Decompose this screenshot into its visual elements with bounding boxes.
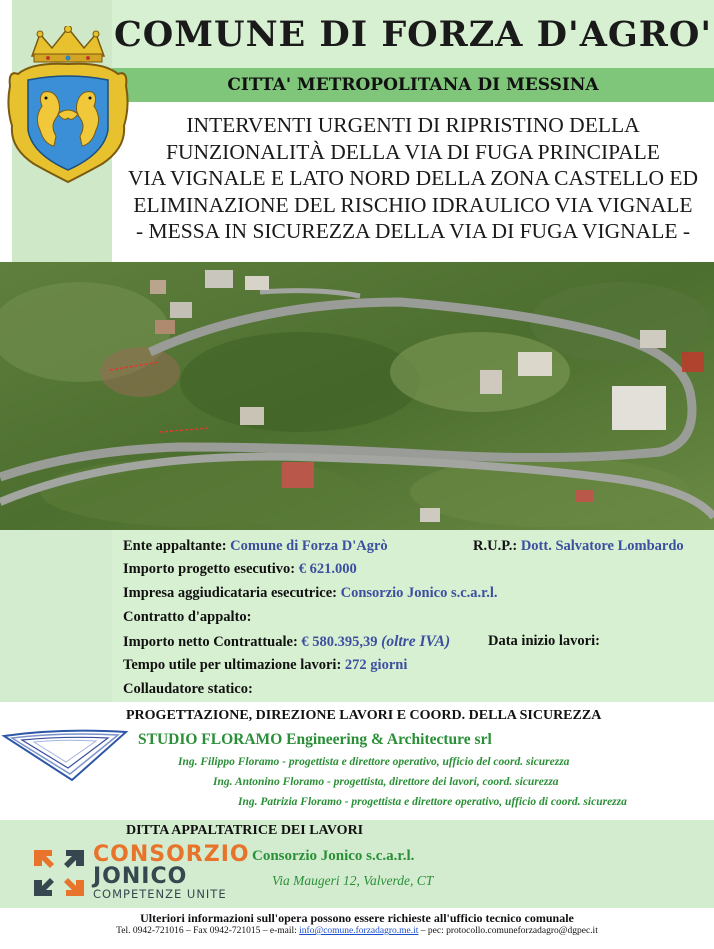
impresa-value: Consorzio Jonico s.c.a.r.l. bbox=[340, 585, 498, 601]
consorzio-arrows-icon bbox=[30, 844, 88, 902]
tempo-value: 272 giorni bbox=[344, 657, 408, 673]
importo-progetto-label: Importo progetto esecutivo: bbox=[123, 561, 296, 577]
data-inizio-row bbox=[488, 633, 600, 650]
engineer-line: Ing. Antonino Floramo - progettista, direttore dei lavori, coord. sicurezza bbox=[213, 776, 559, 788]
intro-line: VIA VIGNALE E LATO NORD DELLA ZONA CASTELLO ED bbox=[127, 166, 699, 190]
project-description bbox=[112, 112, 714, 245]
impresa-row bbox=[123, 585, 498, 602]
importo-netto-label: Importo netto Contrattuale: bbox=[123, 634, 298, 650]
data-inizio-label: Data inizio lavori: bbox=[488, 633, 600, 649]
engineer-line: Ing. Filippo Floramo - progettista e direttore operativo, ufficio del coord. sicurezza bbox=[178, 756, 570, 768]
intro-line: - MESSA IN SICUREZZA DELLA VIA DI FUGA VIGNALE - bbox=[135, 219, 691, 243]
collaudatore-label: Collaudatore statico: bbox=[123, 681, 253, 697]
logo-tagline: COMPETENZE UNITE bbox=[93, 887, 227, 901]
studio-name: STUDIO FLORAMO Engineering & Architecture srl bbox=[138, 731, 492, 748]
footer-phone-fax: Tel. 0942-721016 – Fax 0942-721015 – e-mail: bbox=[116, 926, 300, 936]
importo-netto-note: (oltre IVA) bbox=[381, 633, 451, 650]
importo-progetto-row bbox=[123, 561, 357, 578]
rup-label: R.U.P.: bbox=[473, 538, 518, 554]
ente-label: Ente appaltante: bbox=[123, 538, 227, 554]
tempo-label: Tempo utile per ultimazione lavori: bbox=[123, 657, 342, 673]
studio-floramo-logo-icon bbox=[0, 726, 130, 786]
logo-line-2: JONICO bbox=[93, 864, 188, 889]
rup-row bbox=[473, 538, 684, 555]
footer-pec: – pec: protocollo.comuneforzadagro@dgpec.it bbox=[418, 926, 598, 936]
progettazione-title: PROGETTAZIONE, DIREZIONE LAVORI E COORD. DELLA SICUREZZA bbox=[126, 708, 602, 723]
engineer-line: Ing. Patrizia Floramo - progettista e direttore operativo, ufficio di coord. sicurezza bbox=[238, 796, 627, 808]
importo-netto-value: € 580.395,39 bbox=[301, 634, 378, 650]
collaudatore-row bbox=[123, 681, 253, 698]
contratto-row bbox=[123, 609, 252, 626]
intro-line: ELIMINAZIONE DEL RISCHIO IDRAULICO VIA VIGNALE bbox=[133, 192, 693, 217]
ente-row bbox=[123, 538, 388, 555]
contratto-label: Contratto d'appalto: bbox=[123, 609, 252, 625]
impresa-label: Impresa aggiudicataria esecutrice: bbox=[123, 585, 337, 601]
intro-line: INTERVENTI URGENTI DI RIPRISTINO DELLA bbox=[186, 113, 640, 137]
page-subtitle: CITTA' METROPOLITANA DI MESSINA bbox=[227, 75, 599, 95]
consorzio-jonico-logo bbox=[30, 840, 250, 904]
footer-info: Ulteriori informazioni sull'opera possono essere richieste all'ufficio tecnico comunale bbox=[140, 911, 574, 925]
tempo-row bbox=[123, 657, 407, 674]
importo-progetto-value: € 621.000 bbox=[298, 561, 357, 577]
rup-value: Dott. Salvatore Lombardo bbox=[520, 538, 684, 554]
logo-line-1: CONSORZIO bbox=[93, 842, 250, 867]
ditta-address: Via Maugeri 12, Valverde, CT bbox=[272, 873, 434, 888]
aerial-photo bbox=[0, 262, 714, 530]
intro-line: FUNZIONALITÀ DELLA VIA DI FUGA PRINCIPALE bbox=[166, 139, 660, 164]
footer-contacts bbox=[0, 926, 714, 936]
ditta-title: DITTA APPALTATRICE DEI LAVORI bbox=[126, 823, 364, 838]
ditta-name: Consorzio Jonico s.c.a.r.l. bbox=[252, 848, 415, 864]
ente-value: Comune di Forza D'Agrò bbox=[230, 538, 388, 554]
footer-email-link[interactable]: info@comune.forzadagro.me.it bbox=[299, 926, 419, 936]
importo-netto-row bbox=[123, 633, 450, 651]
page-title: COMUNE DI FORZA D'AGRO' bbox=[113, 14, 713, 55]
